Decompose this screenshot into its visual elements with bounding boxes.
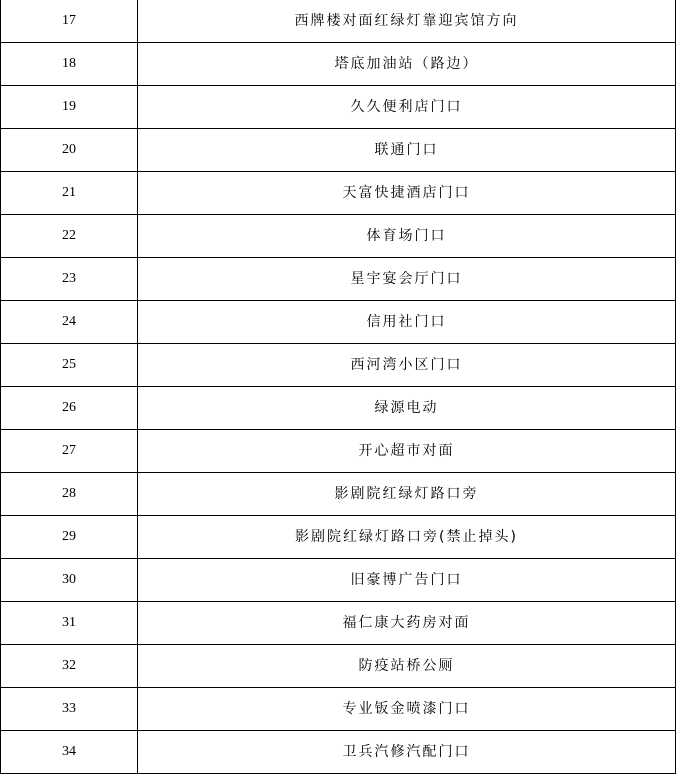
row-location: 福仁康大药房对面	[138, 602, 676, 645]
row-number: 23	[1, 258, 138, 301]
row-location: 卫兵汽修汽配门口	[138, 731, 676, 774]
row-number: 21	[1, 172, 138, 215]
table-row	[1, 731, 676, 774]
row-number: 22	[1, 215, 138, 258]
row-number: 34	[1, 731, 138, 774]
row-location: 西河湾小区门口	[138, 344, 676, 387]
row-location: 天富快捷酒店门口	[138, 172, 676, 215]
row-location: 专业钣金喷漆门口	[138, 688, 676, 731]
table-row	[1, 430, 676, 473]
row-number: 33	[1, 688, 138, 731]
table-row	[1, 344, 676, 387]
row-location: 星宇宴会厅门口	[138, 258, 676, 301]
row-location: 塔底加油站（路边）	[138, 43, 676, 86]
row-number: 32	[1, 645, 138, 688]
row-number: 25	[1, 344, 138, 387]
row-number: 27	[1, 430, 138, 473]
row-number: 24	[1, 301, 138, 344]
table-row	[1, 215, 676, 258]
table-body	[1, 0, 676, 774]
row-number: 30	[1, 559, 138, 602]
table-row	[1, 301, 676, 344]
row-number: 26	[1, 387, 138, 430]
row-number: 31	[1, 602, 138, 645]
table-row	[1, 559, 676, 602]
table-row	[1, 645, 676, 688]
table-row	[1, 258, 676, 301]
row-location: 旧豪博广告门口	[138, 559, 676, 602]
row-number: 18	[1, 43, 138, 86]
row-number: 29	[1, 516, 138, 559]
row-location: 体育场门口	[138, 215, 676, 258]
row-number: 28	[1, 473, 138, 516]
table-row	[1, 129, 676, 172]
row-number: 17	[1, 0, 138, 43]
row-location: 影剧院红绿灯路口旁	[138, 473, 676, 516]
row-location: 联通门口	[138, 129, 676, 172]
row-number: 19	[1, 86, 138, 129]
row-location: 信用社门口	[138, 301, 676, 344]
table-row	[1, 602, 676, 645]
row-location: 影剧院红绿灯路口旁(禁止掉头)	[138, 516, 676, 559]
table-row	[1, 387, 676, 430]
row-location: 西牌楼对面红绿灯靠迎宾馆方向	[138, 0, 676, 43]
table-row	[1, 0, 676, 43]
table-row	[1, 86, 676, 129]
row-location: 开心超市对面	[138, 430, 676, 473]
table-row	[1, 43, 676, 86]
row-number: 20	[1, 129, 138, 172]
table-row	[1, 688, 676, 731]
row-location: 防疫站桥公厕	[138, 645, 676, 688]
table-row	[1, 473, 676, 516]
row-location: 久久便利店门口	[138, 86, 676, 129]
table-row	[1, 516, 676, 559]
table-row	[1, 172, 676, 215]
row-location: 绿源电动	[138, 387, 676, 430]
